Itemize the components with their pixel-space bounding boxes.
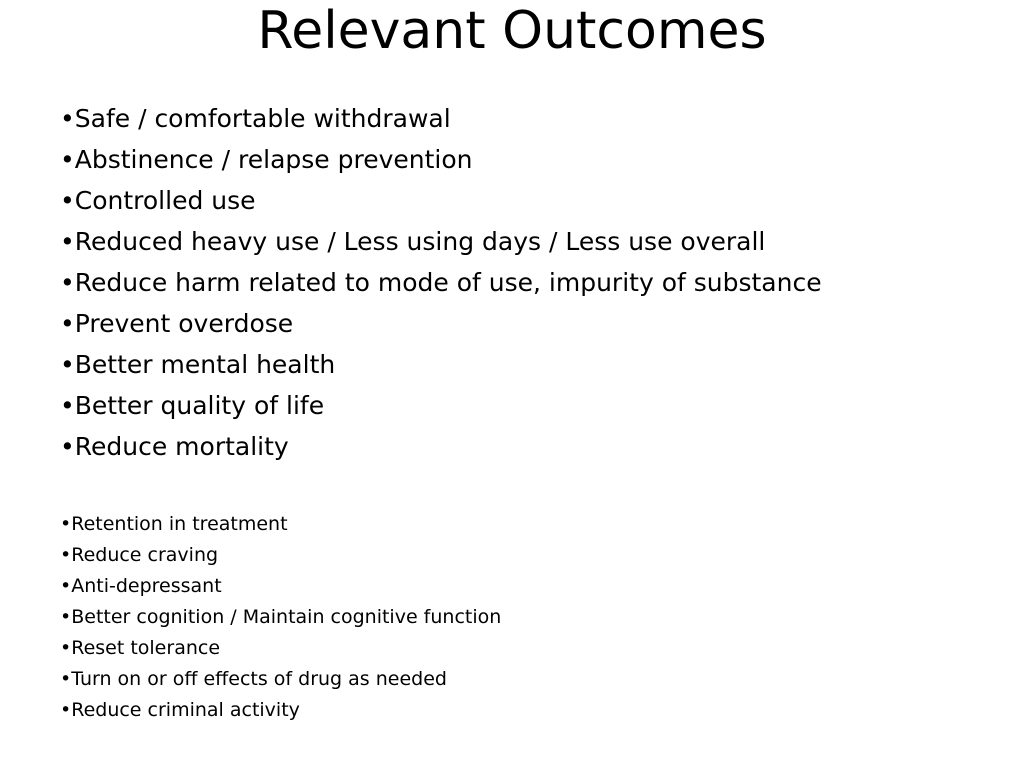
list-item-text: Reduce criminal activity [71,699,300,721]
bullet-icon: • [60,432,75,461]
bullet-icon: • [60,637,72,659]
list-item-text: Abstinence / relapse prevention [74,145,473,174]
list-item [60,602,1000,633]
bullet-icon: • [60,186,75,215]
list-item-text: Reset tolerance [71,637,221,659]
list-item [60,571,1000,602]
list-item [60,303,1000,344]
list-item-text: Controlled use [74,186,256,215]
list-item-text: Reduce harm related to mode of use, impurity of substance [74,268,822,297]
slide-title: Relevant Outcomes [257,1,767,61]
bullet-icon: • [60,575,72,597]
bullet-icon: • [60,668,72,690]
bullet-icon: • [60,544,72,566]
list-item [60,98,1000,139]
list-item-text: Safe / comfortable withdrawal [74,104,451,133]
bullet-icon: • [60,309,75,338]
bullet-icon: • [60,104,75,133]
primary-outcomes-list [60,98,1000,467]
list-item-text: Reduced heavy use / Less using days / Less use overall [74,227,766,256]
list-item [60,633,1000,664]
bullet-icon: • [60,227,75,256]
list-item-text: Prevent overdose [74,309,294,338]
list-item-text: Better mental health [74,350,336,379]
list-item [60,664,1000,695]
bullet-icon: • [60,268,75,297]
list-item [60,385,1000,426]
bullet-icon: • [60,513,72,535]
list-item-text: Better quality of life [74,391,325,420]
list-item [60,540,1000,571]
list-item [60,344,1000,385]
list-item [60,695,1000,726]
bullet-icon: • [60,391,75,420]
bullet-icon: • [60,145,75,174]
secondary-outcomes-list [60,509,1000,726]
list-item-text: Better cognition / Maintain cognitive function [71,606,502,628]
list-item-text: Retention in treatment [71,513,288,535]
list-item [60,139,1000,180]
list-item [60,262,1000,303]
bullet-icon: • [60,699,72,721]
list-item-text: Turn on or off effects of drug as needed [71,668,447,690]
list-item [60,180,1000,221]
bullet-icon: • [60,350,75,379]
list-item [60,426,1000,467]
list-item-text: Reduce craving [71,544,219,566]
list-item-text: Anti-depressant [71,575,222,597]
list-item-text: Reduce mortality [74,432,289,461]
bullet-icon: • [60,606,72,628]
list-item [60,221,1000,262]
list-item [60,509,1000,540]
